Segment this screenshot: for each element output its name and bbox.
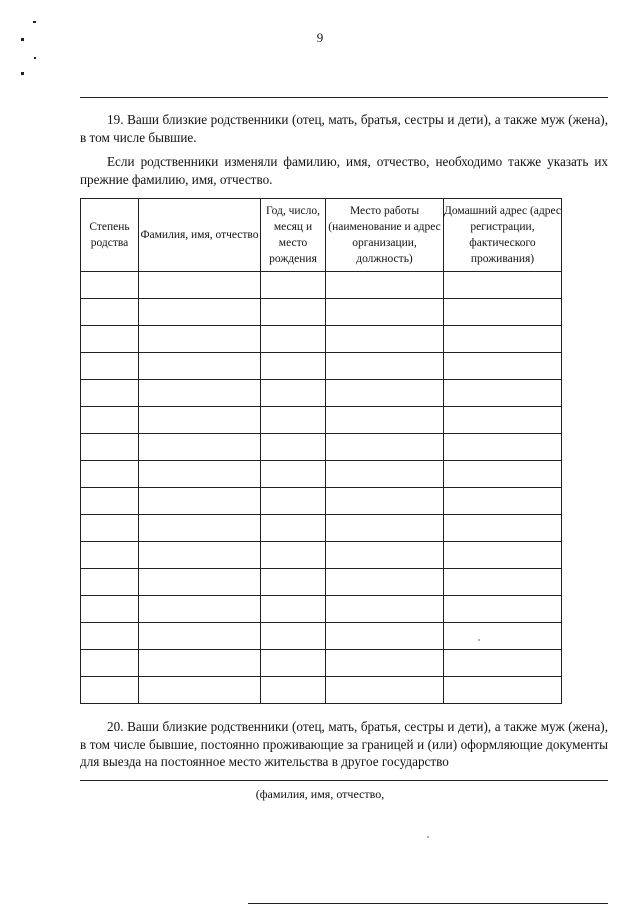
- table-cell[interactable]: [444, 569, 562, 596]
- table-cell[interactable]: [444, 299, 562, 326]
- table-cell[interactable]: [444, 434, 562, 461]
- table-cell[interactable]: [139, 542, 261, 569]
- table-cell[interactable]: [444, 407, 562, 434]
- table-cell[interactable]: [444, 677, 562, 704]
- table-cell[interactable]: [326, 650, 444, 677]
- table-cell[interactable]: [81, 407, 139, 434]
- table-cell[interactable]: [326, 299, 444, 326]
- table-cell[interactable]: [326, 542, 444, 569]
- table-cell[interactable]: [139, 353, 261, 380]
- table-cell[interactable]: [81, 515, 139, 542]
- relatives-table: [80, 198, 562, 704]
- table-cell[interactable]: [326, 596, 444, 623]
- section-20-paragraph: [80, 718, 608, 771]
- table-cell[interactable]: [326, 434, 444, 461]
- table-cell[interactable]: [81, 299, 139, 326]
- table-cell[interactable]: [81, 461, 139, 488]
- table-cell[interactable]: [261, 461, 326, 488]
- scan-speck: [427, 836, 429, 838]
- table-cell[interactable]: [139, 650, 261, 677]
- top-rule: [80, 97, 608, 98]
- section-19-paragraph-2: [80, 153, 608, 188]
- scan-speck: [34, 57, 36, 59]
- table-cell[interactable]: [444, 326, 562, 353]
- table-cell[interactable]: [326, 677, 444, 704]
- table-cell[interactable]: [326, 326, 444, 353]
- table-cell[interactable]: [139, 272, 261, 299]
- table-row: [81, 569, 562, 596]
- table-cell[interactable]: [326, 272, 444, 299]
- table-cell[interactable]: [261, 623, 326, 650]
- table-cell[interactable]: [444, 461, 562, 488]
- table-cell[interactable]: [326, 515, 444, 542]
- table-cell[interactable]: [81, 677, 139, 704]
- table-cell[interactable]: [444, 488, 562, 515]
- table-cell[interactable]: [326, 407, 444, 434]
- table-cell[interactable]: [139, 677, 261, 704]
- page-number: 9: [316, 30, 324, 45]
- table-cell[interactable]: [81, 569, 139, 596]
- table-cell[interactable]: [81, 326, 139, 353]
- table-row: [81, 434, 562, 461]
- table-cell[interactable]: [261, 677, 326, 704]
- table-cell[interactable]: [261, 569, 326, 596]
- table-row: [81, 272, 562, 299]
- table-row: [81, 515, 562, 542]
- table-cell[interactable]: [326, 461, 444, 488]
- name-fill-caption: (фамилия, имя, отчество,: [255, 787, 385, 801]
- table-cell[interactable]: [139, 407, 261, 434]
- table-cell[interactable]: [139, 488, 261, 515]
- table-cell[interactable]: [81, 623, 139, 650]
- table-cell[interactable]: [81, 488, 139, 515]
- table-row: [81, 596, 562, 623]
- name-fill-line: [80, 780, 608, 781]
- section-19-text: 19. Ваши близкие родственники (отец, мать, братья, сестры и дети), а также муж (жена), в том числе бывшие.: [80, 112, 608, 145]
- table-cell[interactable]: [261, 380, 326, 407]
- bottom-fill-line: [248, 903, 608, 904]
- section-19-paragraph-1: [80, 111, 608, 146]
- table-cell[interactable]: [326, 488, 444, 515]
- table-row: [81, 488, 562, 515]
- table-cell[interactable]: [326, 569, 444, 596]
- table-cell[interactable]: [261, 272, 326, 299]
- table-row: [81, 650, 562, 677]
- table-cell[interactable]: [326, 380, 444, 407]
- table-cell[interactable]: [261, 488, 326, 515]
- header-relation-degree: Степень родства: [81, 199, 139, 272]
- table-cell[interactable]: [261, 326, 326, 353]
- table-cell[interactable]: [139, 569, 261, 596]
- table-cell[interactable]: [444, 596, 562, 623]
- table-cell[interactable]: [81, 650, 139, 677]
- table-cell[interactable]: [261, 407, 326, 434]
- header-home-address: Домашний адрес (адрес регистрации, фактического проживания): [444, 199, 562, 272]
- scan-speck: [21, 72, 24, 75]
- table-cell[interactable]: [261, 542, 326, 569]
- table-cell[interactable]: [139, 461, 261, 488]
- table-header-row: [81, 199, 562, 272]
- table-cell[interactable]: [261, 650, 326, 677]
- table-cell[interactable]: [261, 299, 326, 326]
- table-row: [81, 542, 562, 569]
- table-cell[interactable]: [261, 596, 326, 623]
- table-cell[interactable]: [139, 326, 261, 353]
- table-cell[interactable]: [261, 434, 326, 461]
- table-row: [81, 407, 562, 434]
- header-birth-date-place: Год, число, месяц и место рождения: [261, 199, 326, 272]
- table-cell[interactable]: [81, 380, 139, 407]
- table-cell[interactable]: [444, 542, 562, 569]
- table-cell[interactable]: [139, 596, 261, 623]
- scan-speck: [478, 639, 480, 641]
- table-row: [81, 380, 562, 407]
- table-cell[interactable]: [81, 272, 139, 299]
- table-cell[interactable]: [326, 353, 444, 380]
- table-row: [81, 623, 562, 650]
- relatives-table-wrapper: [80, 198, 562, 704]
- table-cell[interactable]: [444, 380, 562, 407]
- table-body: [81, 272, 562, 704]
- table-cell[interactable]: [139, 380, 261, 407]
- scan-speck: [33, 21, 36, 23]
- table-row: [81, 677, 562, 704]
- table-cell[interactable]: [139, 434, 261, 461]
- table-row: [81, 299, 562, 326]
- table-cell[interactable]: [81, 353, 139, 380]
- section-19-note: Если родственники изменяли фамилию, имя, отчество, необходимо также указать их прежние фамилию, имя, отчество.: [80, 154, 608, 187]
- table-cell[interactable]: [326, 623, 444, 650]
- table-cell[interactable]: [444, 272, 562, 299]
- section-20-text: 20. Ваши близкие родственники (отец, мать, братья, сестры и дети), а также муж (жена), в том числе бывшие, постоянно проживающие за границей и (или) оформляющие документы для выезда на постоянное место жительства в другое государство: [80, 719, 608, 769]
- table-cell[interactable]: [139, 515, 261, 542]
- header-full-name: Фамилия, имя, отчество: [139, 199, 261, 272]
- table-cell[interactable]: [444, 515, 562, 542]
- table-row: [81, 461, 562, 488]
- table-cell[interactable]: [81, 542, 139, 569]
- table-cell[interactable]: [139, 299, 261, 326]
- table-cell[interactable]: [139, 623, 261, 650]
- table-row: [81, 326, 562, 353]
- table-row: [81, 353, 562, 380]
- table-cell[interactable]: [444, 623, 562, 650]
- table-cell[interactable]: [261, 353, 326, 380]
- table-cell[interactable]: [444, 353, 562, 380]
- table-cell[interactable]: [81, 434, 139, 461]
- table-cell[interactable]: [444, 650, 562, 677]
- table-cell[interactable]: [261, 515, 326, 542]
- table-cell[interactable]: [81, 596, 139, 623]
- header-workplace: Место работы (наименование и адрес организации, должность): [326, 199, 444, 272]
